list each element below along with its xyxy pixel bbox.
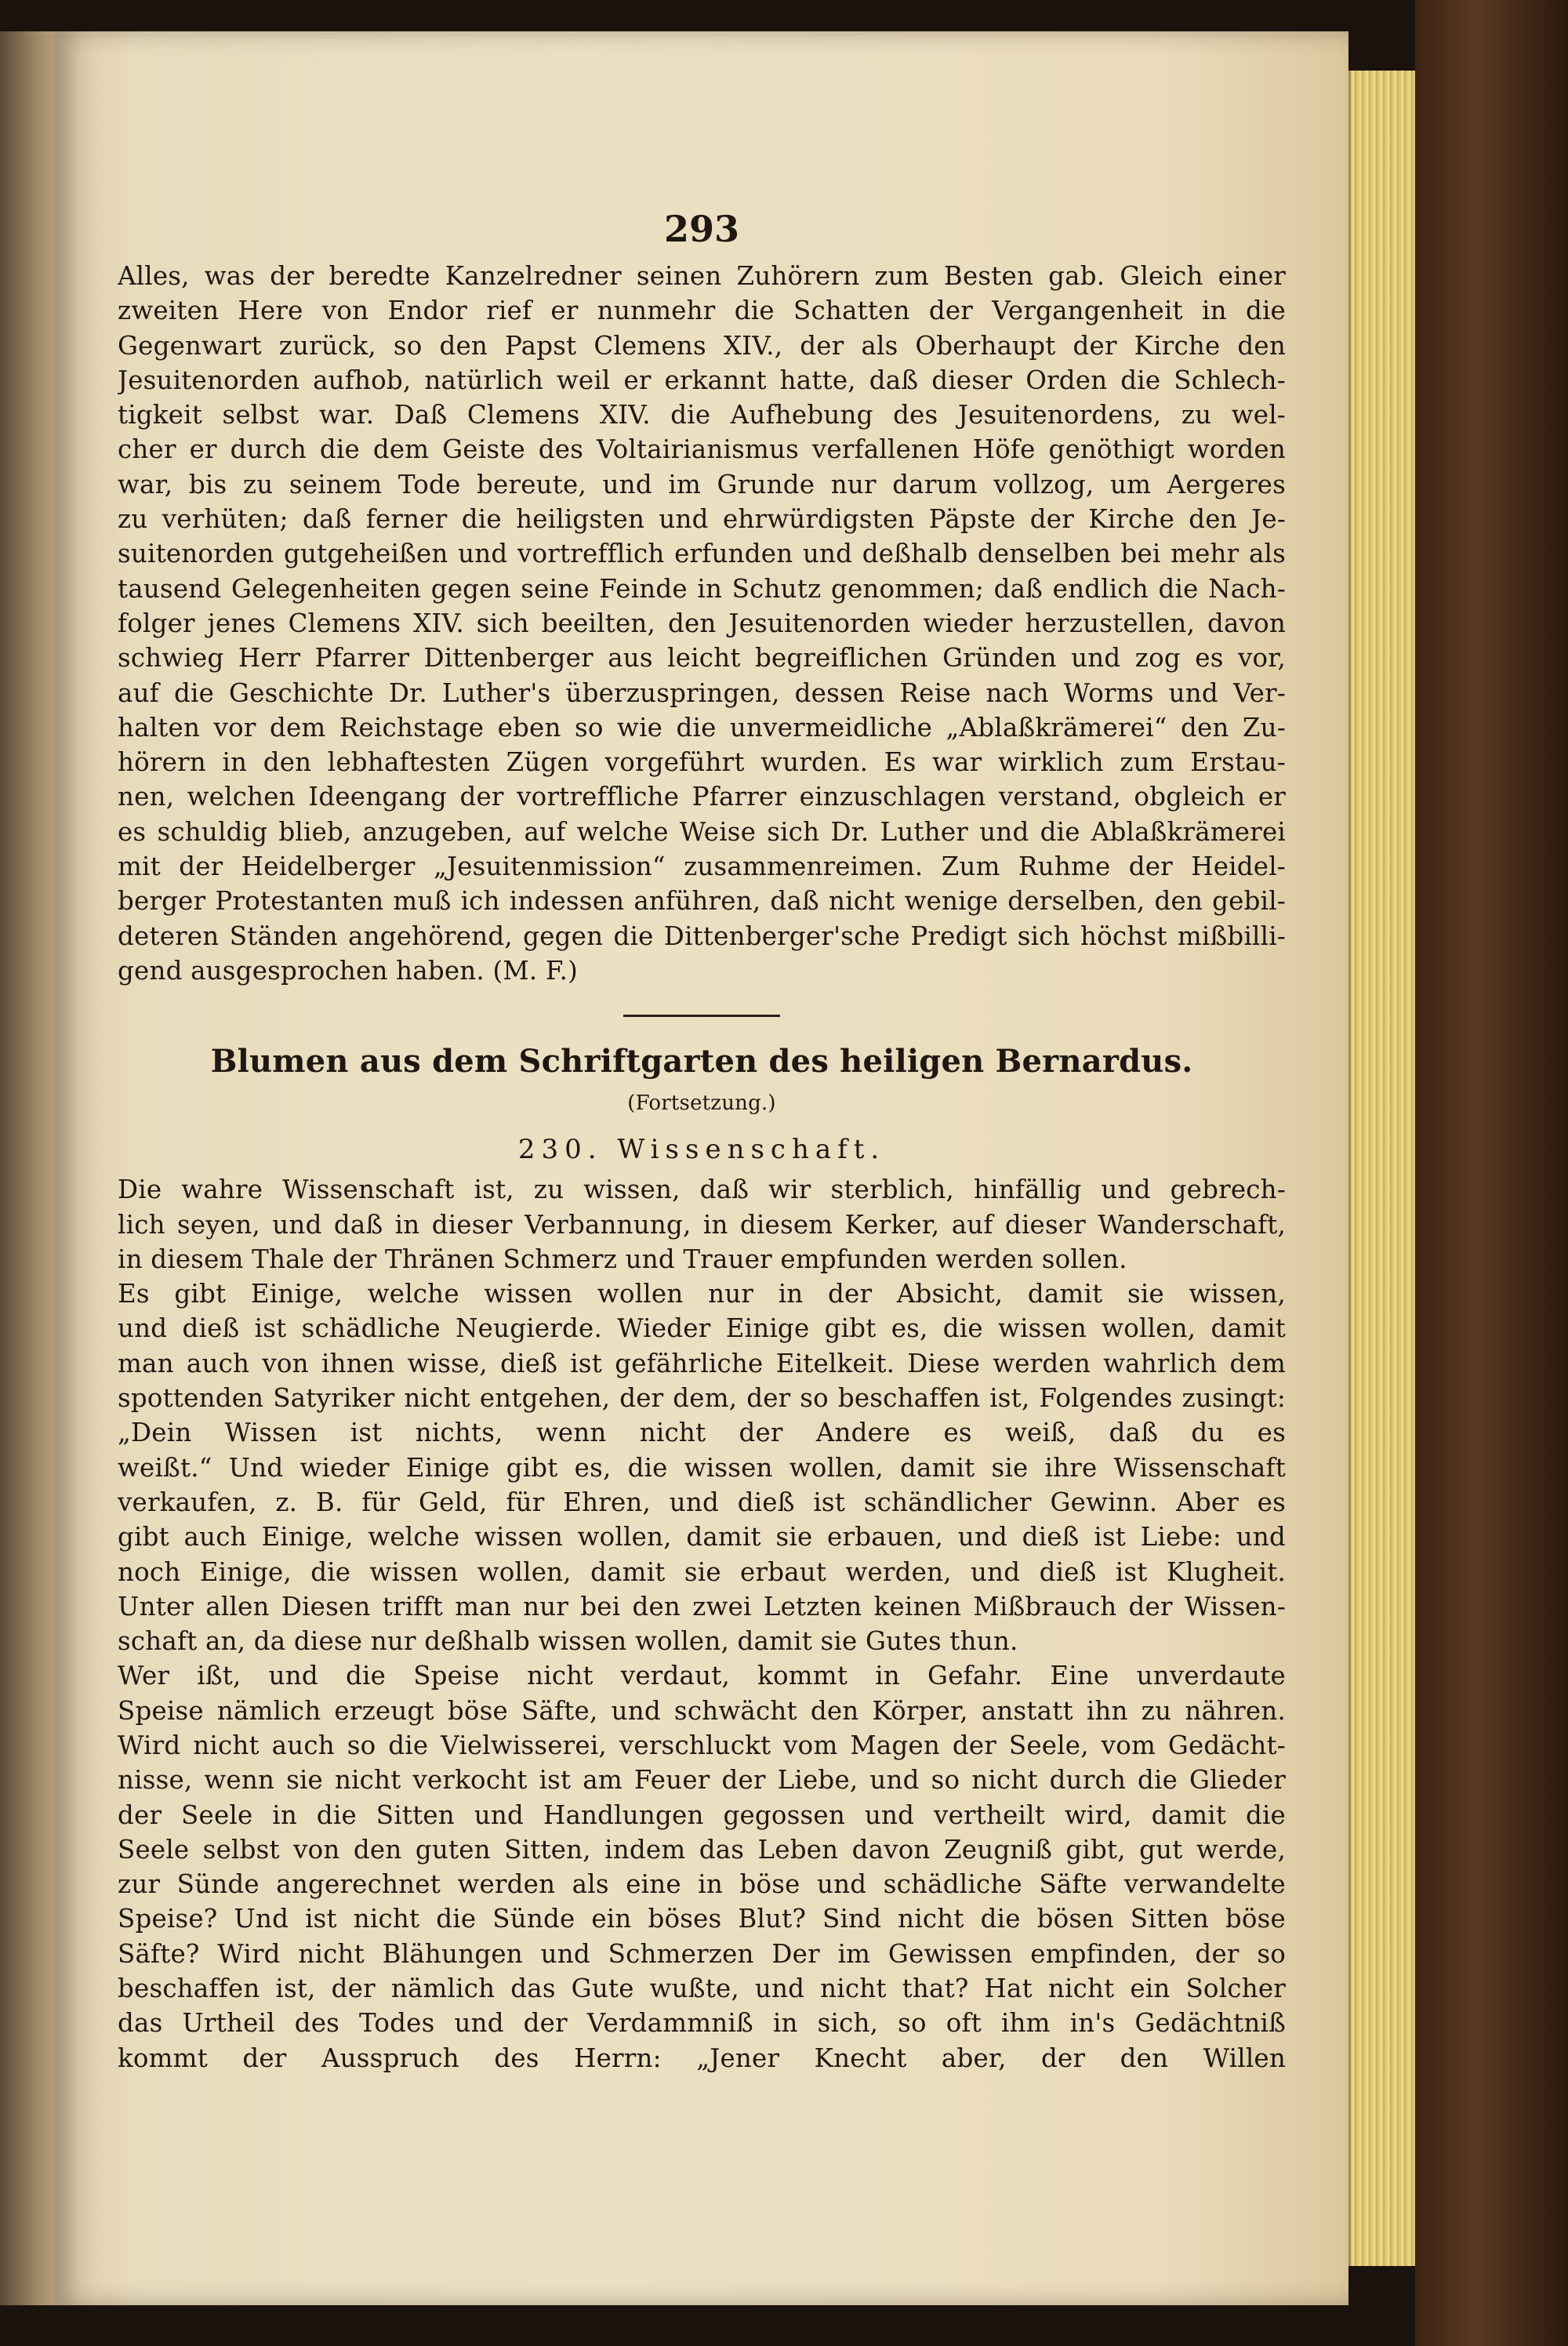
text-line: weißt.“ Und wieder Einige gibt es, die wissen wollen, damit sie ihre Wissenschaft bbox=[118, 1452, 1286, 1483]
text-line: nen, welchen Ideengang der vortreffliche Pfarrer einzuschlagen verstand, obgleich er bbox=[118, 782, 1286, 812]
text-line: schwieg Herr Pfarrer Dittenberger aus leicht begreiflichen Gründen und zog es vor, bbox=[118, 643, 1286, 674]
text-line: Säfte? Wird nicht Blähungen und Schmerzen Der im Gewissen empfinden, der so bbox=[118, 1938, 1286, 1969]
text-line: halten vor dem Reichstage eben so wie die unvermeidliche „Ablaßkrämerei“ den Zu- bbox=[118, 712, 1286, 743]
text-line: kommt der Ausspruch des Herrn: „Jener Knecht aber, der den Willen bbox=[118, 2043, 1286, 2073]
text-line: Speise nämlich erzeugt böse Säfte, und schwächt den Körper, anstatt ihn zu nähren. bbox=[118, 1695, 1286, 1726]
book-binding bbox=[1415, 0, 1568, 2346]
text-line: spottenden Satyriker nicht entgehen, der dem, der so beschaffen ist, Folgendes zusingt: bbox=[118, 1383, 1286, 1414]
article-heading: Blumen aus dem Schriftgarten des heiligen Bernardus. bbox=[210, 1043, 1193, 1080]
text-line: das Urtheil des Todes und der Verdammniß in sich, so oft ihm in's Gedächtniß bbox=[118, 2008, 1286, 2039]
text-line: Speise? Und ist nicht die Sünde ein böses Blut? Sind nicht die bösen Sitten böse bbox=[118, 1904, 1286, 1934]
text-line: schaft an, da diese nur deßhalb wissen wollen, damit sie Gutes thun. bbox=[118, 1626, 1018, 1657]
text-line: tigkeit selbst war. Daß Clemens XIV. die Aufhebung des Jesuitenordens, zu wel- bbox=[118, 400, 1286, 430]
text-line: zur Sünde angerechnet werden als eine in böse und schädliche Säfte verwandelte bbox=[118, 1869, 1286, 1900]
text-line: lich seyen, und daß in dieser Verbannung, in diesem Kerker, auf dieser Wanderschaft, bbox=[118, 1209, 1286, 1240]
article-subheading: (Fortsetzung.) bbox=[627, 1091, 776, 1116]
text-line: Gegenwart zurück, so den Papst Clemens XIV., der als Oberhaupt der Kirche den bbox=[118, 330, 1286, 361]
text-line: zweiten Here von Endor rief er nunmehr die Schatten der Vergangenheit in die bbox=[118, 296, 1286, 326]
article-body bbox=[118, 1172, 1286, 2075]
article-continuation bbox=[118, 259, 1286, 988]
section-divider bbox=[623, 1015, 780, 1017]
text-line: beschaffen ist, der nämlich das Gute wußte, und nicht that? Hat nicht ein Solcher bbox=[118, 1974, 1286, 2004]
text-line: Die wahre Wissenschaft ist, zu wissen, daß wir sterblich, hinfällig und gebrech- bbox=[118, 1175, 1286, 1205]
text-line: zu verhüten; daß ferner die heiligsten und ehrwürdigsten Päpste der Kirche den Je- bbox=[118, 504, 1286, 535]
text-line: auf die Geschichte Dr. Luther's überzuspringen, dessen Reise nach Worms und Ver- bbox=[118, 677, 1286, 708]
text-line: Seele selbst von den guten Sitten, indem das Leben davon Zeugniß gibt, gut werde, bbox=[118, 1834, 1286, 1865]
text-line: nisse, wenn sie nicht verkocht ist am Feuer der Liebe, und so nicht durch die Glieder bbox=[118, 1765, 1286, 1796]
text-line: deteren Ständen angehörend, gegen die Dittenberger'sche Predigt sich höchst mißbilli- bbox=[118, 921, 1286, 951]
text-line: in diesem Thale der Thränen Schmerz und Trauer empfunden werden sollen. bbox=[118, 1244, 1127, 1274]
text-line: hörern in den lebhaftesten Zügen vorgeführt wurden. Es war wirklich zum Erstau- bbox=[118, 747, 1286, 778]
text-line: noch Einige, die wissen wollen, damit sie erbaut werden, und dieß ist Klugheit. bbox=[118, 1556, 1286, 1587]
text-line: verkaufen, z. B. für Geld, für Ehren, und dieß ist schändlicher Gewinn. Aber es bbox=[118, 1487, 1286, 1517]
text-line: gend ausgesprochen haben. (M. F.) bbox=[118, 955, 578, 986]
text-line: Jesuitenorden aufhob, natürlich weil er erkannt hatte, daß dieser Orden die Schlech- bbox=[118, 365, 1286, 395]
page-number: 293 bbox=[663, 208, 740, 250]
text-line: der Seele in die Sitten und Handlungen gegossen und vertheilt wird, damit die bbox=[118, 1799, 1286, 1830]
text-line: war, bis zu seinem Tode bereute, und im Grunde nur darum vollzog, um Aergeres bbox=[118, 469, 1286, 499]
text-line: mit der Heidelberger „Jesuitenmission“ zusammenreimen. Zum Ruhme der Heidel- bbox=[118, 852, 1286, 882]
text-line: Es gibt Einige, welche wissen wollen nur in der Absicht, damit sie wissen, bbox=[118, 1279, 1286, 1309]
text-line: berger Protestanten muß ich indessen anführen, daß nicht wenige derselben, den gebil- bbox=[118, 886, 1286, 917]
text-line: „Dein Wissen ist nichts, wenn nicht der Andere es weiß, daß du es bbox=[118, 1418, 1286, 1448]
page-text bbox=[118, 259, 1286, 2075]
text-line: gibt auch Einige, welche wissen wollen, damit sie erbauen, und dieß ist Liebe: und bbox=[118, 1522, 1286, 1552]
text-line: cher er durch die dem Geiste des Voltairianismus verfallenen Höfe genöthigt worden bbox=[118, 434, 1286, 465]
text-line: man auch von ihnen wisse, dieß ist gefährliche Eitelkeit. Diese werden wahrlich dem bbox=[118, 1348, 1286, 1378]
gilt-page-edge bbox=[1348, 71, 1417, 2266]
section-title: 230. Wissenschaft. bbox=[517, 1134, 886, 1166]
text-line: folger jenes Clemens XIV. sich beeilten, den Jesuitenorden wieder herzustellen, davon bbox=[118, 608, 1286, 638]
text-line: suitenorden gutgeheißen und vortrefflich erfunden und deßhalb denselben bei mehr als bbox=[118, 539, 1286, 569]
text-line: Wer ißt, und die Speise nicht verdaut, kommt in Gefahr. Eine unverdaute bbox=[118, 1661, 1286, 1691]
text-line: es schuldig blieb, anzugeben, auf welche Weise sich Dr. Luther und die Ablaßkrämerei bbox=[118, 816, 1286, 847]
text-line: und dieß ist schädliche Neugierde. Wieder Einige gibt es, die wissen wollen, damit bbox=[118, 1313, 1286, 1344]
text-line: Unter allen Diesen trifft man nur bei den zwei Letzten keinen Mißbrauch der Wissen- bbox=[118, 1591, 1286, 1622]
text-line: Wird nicht auch so die Vielwisserei, verschluckt vom Magen der Seele, vom Gedächt- bbox=[118, 1730, 1286, 1760]
text-line: tausend Gelegenheiten gegen seine Feinde in Schutz genommen; daß endlich die Nach- bbox=[118, 573, 1286, 604]
text-line: Alles, was der beredte Kanzelredner seinen Zuhörern zum Besten gab. Gleich einer bbox=[118, 261, 1286, 291]
